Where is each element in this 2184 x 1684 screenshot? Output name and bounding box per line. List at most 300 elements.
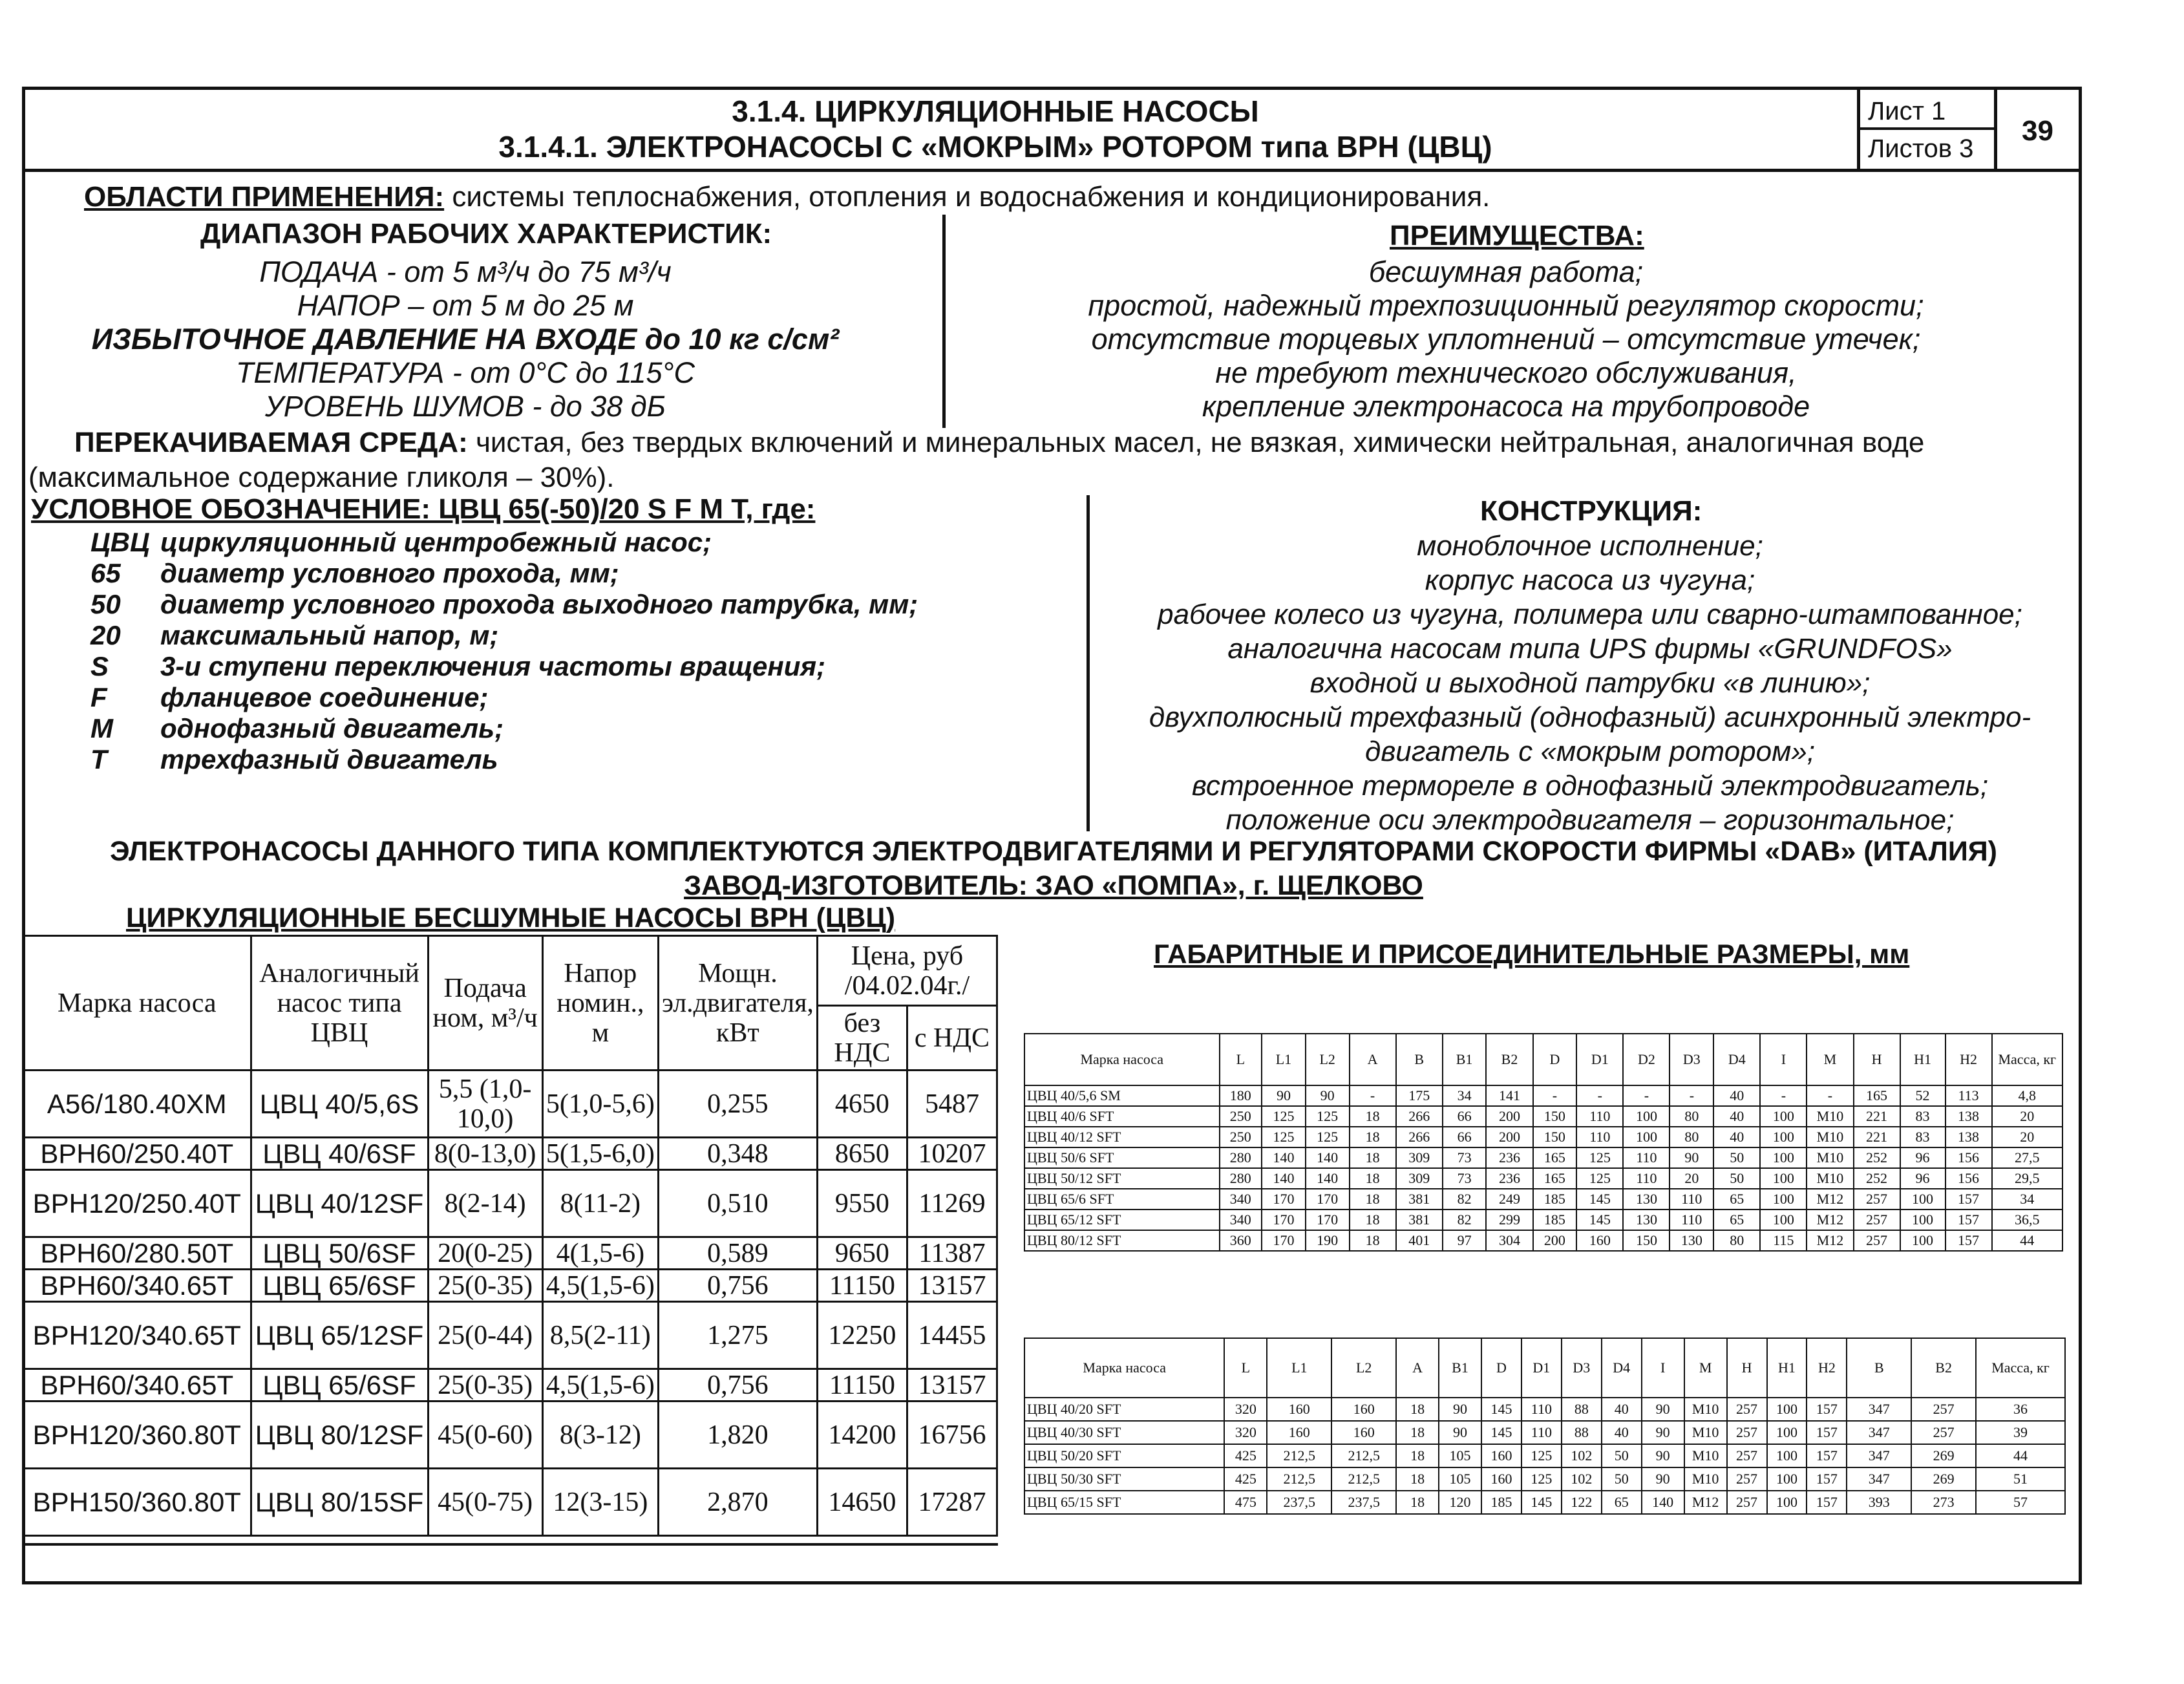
dims-value-cell: 381 (1396, 1210, 1443, 1230)
dims-value-cell: 80 (1670, 1106, 1713, 1127)
table-row (1024, 1444, 2065, 1467)
sheets-total: Листов 3 (1868, 134, 1974, 163)
application-text: системы теплоснабжения, отопления и водоснабжения и кондиционирования. (444, 181, 1490, 213)
dims-value-cell: 381 (1396, 1189, 1443, 1210)
dims-value-cell: 18 (1396, 1398, 1439, 1421)
designation-legend (90, 527, 918, 775)
dims-value-cell: 257 (1911, 1398, 1976, 1421)
dims-value-cell: 130 (1623, 1189, 1670, 1210)
dims-value-cell: 90 (1439, 1421, 1481, 1444)
dims-value-cell: 304 (1486, 1230, 1532, 1251)
sheet-box-right (1994, 87, 1997, 169)
dims-value-cell: 157 (1945, 1189, 1992, 1210)
header-power: Мощн. эл.двигателя, кВт (658, 936, 817, 1071)
table-row (1024, 1106, 2062, 1127)
dims-value-cell: 73 (1443, 1168, 1487, 1189)
dims-value-cell: 157 (1807, 1398, 1847, 1421)
dims-value-cell: 280 (1220, 1168, 1262, 1189)
dims-value-cell: 165 (1533, 1168, 1577, 1189)
dims-value-cell: 252 (1854, 1147, 1900, 1168)
dims-value-cell: 145 (1481, 1398, 1521, 1421)
dims-value-cell: 57 (1976, 1491, 2065, 1514)
dims-value-cell: - (1760, 1085, 1807, 1106)
dims-value-cell: 273 (1911, 1491, 1976, 1514)
dims-value-cell: 236 (1486, 1147, 1532, 1168)
dims-value-cell: 80 (1713, 1230, 1760, 1251)
dims-value-cell: 157 (1945, 1210, 1992, 1230)
table-row (1024, 1147, 2062, 1168)
dims-value-cell: 44 (1992, 1230, 2062, 1251)
range-pressure: ИЗБЫТОЧНОЕ ДАВЛЕНИЕ НА ВХОДЕ до 10 кг с/см² (91, 323, 840, 356)
dims-value-cell: 18 (1350, 1230, 1396, 1251)
dims-table-2 (1024, 1338, 2066, 1515)
dims-value-cell: 125 (1576, 1147, 1623, 1168)
dims-value-cell: - (1350, 1085, 1396, 1106)
dims-value-cell: 140 (1306, 1168, 1350, 1189)
dims-value-cell: 90 (1262, 1085, 1306, 1106)
dims-value-cell: 102 (1562, 1467, 1602, 1491)
dims-value-cell: 36 (1976, 1398, 2065, 1421)
dims-value-cell: 110 (1670, 1210, 1713, 1230)
dims-value-cell: - (1576, 1085, 1623, 1106)
dims-value-cell: - (1807, 1085, 1853, 1106)
range-head: НАПОР – от 5 м до 25 м (297, 289, 634, 322)
dims-value-cell: 51 (1976, 1467, 2065, 1491)
dims-value-cell: 221 (1854, 1106, 1900, 1127)
range-temperature: ТЕМПЕРАТУРА - от 0°С до 115°С (235, 356, 695, 389)
table-row: ВРН120/340.65Т ЦВЦ 65/12SF 25(0-44) 8,5(2-11) 1,275 12250 14455 (23, 1302, 997, 1369)
dims-value-cell: 309 (1396, 1168, 1443, 1189)
dims-value-cell: 145 (1576, 1210, 1623, 1230)
dims-value-cell: 257 (1727, 1467, 1767, 1491)
dims-value-cell: 393 (1847, 1491, 1911, 1514)
dims-value-cell: 257 (1854, 1230, 1900, 1251)
advantage-item: отсутствие торцевых уплотнений – отсутствие утечек; (1091, 323, 1921, 356)
dims-value-cell: 185 (1533, 1210, 1577, 1230)
dims-value-cell: 105 (1439, 1467, 1481, 1491)
dims-value-cell: 160 (1481, 1467, 1521, 1491)
construction-item: рабочее колесо из чугуна, полимера или сварно-штампованное; (1158, 599, 2022, 630)
dims-value-cell: 90 (1642, 1421, 1684, 1444)
dims-value-cell: 65 (1713, 1210, 1760, 1230)
dims-value-cell: 347 (1847, 1467, 1911, 1491)
dims-value-cell: 145 (1576, 1189, 1623, 1210)
dims-value-cell: 236 (1486, 1168, 1532, 1189)
dims-value-cell: 65 (1713, 1189, 1760, 1210)
dims-value-cell: 102 (1562, 1444, 1602, 1467)
dims-value-cell: 40 (1602, 1421, 1642, 1444)
dims-value-cell: 250 (1220, 1127, 1262, 1147)
dims-value-cell: 18 (1350, 1189, 1396, 1210)
construction-item: аналогична насосам типа UPS фирмы «GRUNDFOS» (1227, 633, 1953, 665)
section-title: 3.1.4. ЦИРКУЛЯЦИОННЫЕ НАСОСЫ (732, 94, 1259, 128)
dims-value-cell: 140 (1262, 1147, 1306, 1168)
dims-value-cell: 160 (1267, 1398, 1331, 1421)
dims-value-cell: 309 (1396, 1147, 1443, 1168)
dims-value-cell: M10 (1807, 1127, 1853, 1147)
dims-value-cell: 40 (1713, 1085, 1760, 1106)
construction-item: положение оси электродвигателя – горизонтальное; (1225, 804, 1955, 836)
dims-value-cell: 170 (1306, 1189, 1350, 1210)
legend-row: 65 диаметр условного прохода, мм; (90, 558, 619, 588)
header-analog: Аналогичный насос типа ЦВЦ (251, 936, 428, 1071)
dims-value-cell: 66 (1443, 1127, 1487, 1147)
dims-header-row: Марка насоса L L1 L2 A B1 D D1 D3 D4 I M H H1 H2 B B2 Масса, кг (1024, 1338, 2065, 1398)
dims-value-cell: 160 (1331, 1421, 1396, 1444)
dims-value-cell: 100 (1760, 1106, 1807, 1127)
dims-value-cell: 110 (1623, 1168, 1670, 1189)
designation-heading: УСЛОВНОЕ ОБОЗНАЧЕНИЕ: ЦВЦ 65(-50)/20 S F M T, где: (31, 493, 816, 525)
construction-item: встроенное термореле в однофазный электродвигатель; (1191, 770, 1989, 802)
dims-value-cell: 212,5 (1331, 1467, 1396, 1491)
dims-value-cell: 140 (1262, 1168, 1306, 1189)
header-price: Цена, руб /04.02.04г./ (817, 936, 997, 1006)
dims-value-cell: 425 (1224, 1467, 1267, 1491)
dims-value-cell: 140 (1642, 1491, 1684, 1514)
dims-value-cell: 280 (1220, 1147, 1262, 1168)
dims-value-cell: 156 (1945, 1147, 1992, 1168)
dims-value-cell: M10 (1684, 1467, 1727, 1491)
dims-model-cell: ЦВЦ 40/6 SFT (1024, 1106, 1220, 1127)
construction-item: двухполюсный трехфазный (однофазный) асинхронный электро- (1149, 701, 2031, 733)
dims-value-cell: 40 (1713, 1106, 1760, 1127)
dims-value-cell: 165 (1533, 1147, 1577, 1168)
dims-model-cell: ЦВЦ 40/20 SFT (1024, 1398, 1224, 1421)
dims-value-cell: 360 (1220, 1230, 1262, 1251)
dims-value-cell: - (1533, 1085, 1577, 1106)
dims-value-cell: 266 (1396, 1106, 1443, 1127)
dims-value-cell: 140 (1306, 1147, 1350, 1168)
table-row (1024, 1210, 2062, 1230)
dims-value-cell: M10 (1684, 1398, 1727, 1421)
dims-value-cell: 82 (1443, 1189, 1487, 1210)
dims-model-cell: ЦВЦ 50/12 SFT (1024, 1168, 1220, 1189)
dims-value-cell: 18 (1350, 1106, 1396, 1127)
dims-value-cell: 4,8 (1992, 1085, 2062, 1106)
table-row (1024, 1398, 2065, 1421)
dims-title: ГАБАРИТНЫЕ И ПРИСОЕДИНИТЕЛЬНЫЕ РАЗМЕРЫ, мм (1154, 939, 1910, 969)
table-row (1024, 1230, 2062, 1251)
dims-value-cell: 145 (1481, 1421, 1521, 1444)
dims-value-cell: 125 (1521, 1467, 1562, 1491)
table-row: А56/180.40ХМ ЦВЦ 40/5,6S 5,5 (1,0-10,0) 5(1,0-5,6) 0,255 4650 5487 (23, 1071, 997, 1138)
legend-row: M однофазный двигатель; (90, 713, 504, 743)
dims-value-cell: 18 (1350, 1147, 1396, 1168)
dims-value-cell: 157 (1807, 1491, 1847, 1514)
dims-value-cell: 50 (1602, 1444, 1642, 1467)
dims-value-cell: 18 (1350, 1168, 1396, 1189)
dims-value-cell: 18 (1396, 1491, 1439, 1514)
construction-item: корпус насоса из чугуна; (1425, 564, 1755, 596)
dims-value-cell: M12 (1684, 1491, 1727, 1514)
construction-list (1099, 529, 2081, 837)
dims-value-cell: 250 (1220, 1106, 1262, 1127)
dims-value-cell: 120 (1439, 1491, 1481, 1514)
sheet-number: Лист 1 (1868, 97, 1946, 125)
dims-value-cell: 105 (1439, 1444, 1481, 1467)
dims-value-cell: 66 (1443, 1106, 1487, 1127)
header-head: Напор номин., м (542, 936, 658, 1071)
dims-value-cell: 90 (1642, 1444, 1684, 1467)
dims-value-cell: 100 (1760, 1127, 1807, 1147)
dims-value-cell: 160 (1481, 1444, 1521, 1467)
dims-value-cell: 20 (1992, 1106, 2062, 1127)
dims-value-cell: 96 (1900, 1168, 1945, 1189)
table-row: ВРН60/340.65Т ЦВЦ 65/6SF 25(0-35) 4,5(1,5-6) 0,756 11150 13157 (23, 1369, 997, 1402)
dims-model-cell: ЦВЦ 40/12 SFT (1024, 1127, 1220, 1147)
dims-value-cell: 90 (1642, 1467, 1684, 1491)
advantages-heading: ПРЕИМУЩЕСТВА: (1390, 220, 1644, 251)
dims-value-cell: 130 (1623, 1210, 1670, 1230)
dims-value-cell: 122 (1562, 1491, 1602, 1514)
dims-value-cell: M10 (1807, 1147, 1853, 1168)
dims-value-cell: M10 (1684, 1421, 1727, 1444)
dims-value-cell: 212,5 (1331, 1444, 1396, 1467)
dims-value-cell: 299 (1486, 1210, 1532, 1230)
dims-value-cell: M12 (1807, 1189, 1853, 1210)
dims-value-cell: 110 (1623, 1147, 1670, 1168)
dims-value-cell: 401 (1396, 1230, 1443, 1251)
dims-value-cell: 138 (1945, 1106, 1992, 1127)
dims-value-cell: 115 (1760, 1230, 1807, 1251)
dims-value-cell: 52 (1900, 1085, 1945, 1106)
dims-value-cell: 50 (1713, 1147, 1760, 1168)
dims-value-cell: 212,5 (1267, 1444, 1331, 1467)
dims-value-cell: 200 (1486, 1127, 1532, 1147)
table-row (1024, 1085, 2062, 1106)
dims-value-cell: M10 (1807, 1106, 1853, 1127)
dims-value-cell: 34 (1443, 1085, 1487, 1106)
dims-table-1 (1024, 1033, 2063, 1252)
dims-value-cell: 180 (1220, 1085, 1262, 1106)
sheet-box-mid (1857, 127, 1994, 130)
dims-value-cell: 165 (1854, 1085, 1900, 1106)
dims-value-cell: 157 (1807, 1467, 1847, 1491)
dims-value-cell: 347 (1847, 1421, 1911, 1444)
table-row: ВРН60/250.40Т ЦВЦ 40/6SF 8(0-13,0) 5(1,5-6,0) 0,348 8650 10207 (23, 1138, 997, 1170)
designation-divider (1087, 495, 1090, 831)
advantage-item: крепление электронасоса на трубопроводе (1202, 390, 1810, 423)
dims-value-cell: 125 (1262, 1106, 1306, 1127)
legend-row: 50 диаметр условного прохода выходного патрубка, мм; (90, 589, 918, 619)
dims-value-cell: 150 (1623, 1230, 1670, 1251)
dims-value-cell: - (1670, 1085, 1713, 1106)
legend-row: S 3-и ступени переключения частоты вращения; (90, 651, 826, 681)
dims-value-cell: 100 (1767, 1444, 1807, 1467)
dims-value-cell: 29,5 (1992, 1168, 2062, 1189)
dims-value-cell: 110 (1670, 1189, 1713, 1210)
dims-value-cell: 100 (1623, 1127, 1670, 1147)
dims-value-cell: 44 (1976, 1444, 2065, 1467)
dims-value-cell: 252 (1854, 1168, 1900, 1189)
advantages-list (976, 255, 2036, 423)
dims-value-cell: 125 (1306, 1106, 1350, 1127)
dims-value-cell: 18 (1350, 1210, 1396, 1230)
dims-value-cell: M10 (1684, 1444, 1727, 1467)
construction-heading: КОНСТРУКЦИЯ: (1480, 495, 1702, 527)
medium-note: (максимальное содержание гликоля – 30%). (28, 462, 615, 493)
dims-model-cell: ЦВЦ 65/12 SFT (1024, 1210, 1220, 1230)
dims-value-cell: 100 (1900, 1210, 1945, 1230)
construction-item: моноблочное исполнение; (1417, 530, 1763, 562)
dims-value-cell: M12 (1807, 1230, 1853, 1251)
dims-value-cell: 83 (1900, 1127, 1945, 1147)
legend-row: 20 максимальный напор, м; (90, 620, 499, 650)
dims-value-cell: 110 (1521, 1421, 1562, 1444)
table-row (1024, 1421, 2065, 1444)
dims-value-cell: 257 (1727, 1421, 1767, 1444)
dims-value-cell: 100 (1767, 1491, 1807, 1514)
dims-model-cell: ЦВЦ 65/6 SFT (1024, 1189, 1220, 1210)
header-rule (22, 169, 2082, 172)
dims-value-cell: 50 (1713, 1168, 1760, 1189)
pump-table (22, 935, 998, 1537)
dims-value-cell: 80 (1670, 1127, 1713, 1147)
dims-value-cell: 90 (1439, 1398, 1481, 1421)
construction-item: входной и выходной патрубки «в линию»; (1309, 667, 1871, 699)
table-row: ВРН150/360.80Т ЦВЦ 80/15SF 45(0-75) 12(3-15) 2,870 14650 17287 (23, 1469, 997, 1536)
dims-value-cell: 20 (1992, 1127, 2062, 1147)
dims-value-cell: 237,5 (1267, 1491, 1331, 1514)
dims-value-cell: 34 (1992, 1189, 2062, 1210)
dims-value-cell: 83 (1900, 1106, 1945, 1127)
dims-value-cell: 36,5 (1992, 1210, 2062, 1230)
dims-value-cell: 200 (1486, 1106, 1532, 1127)
pump-table-title: ЦИРКУЛЯЦИОННЫЕ БЕСШУМНЫЕ НАСОСЫ ВРН (ЦВЦ) (126, 902, 896, 933)
dims-value-cell: 257 (1854, 1189, 1900, 1210)
dims-value-cell: M10 (1807, 1168, 1853, 1189)
dims-value-cell: 157 (1945, 1230, 1992, 1251)
dims-value-cell: 249 (1486, 1189, 1532, 1210)
dims-value-cell: 170 (1262, 1189, 1306, 1210)
dims-value-cell: 100 (1767, 1421, 1807, 1444)
dims-value-cell: 170 (1262, 1230, 1306, 1251)
dims-value-cell: 160 (1576, 1230, 1623, 1251)
table-row (1024, 1168, 2062, 1189)
dims-value-cell: 157 (1807, 1421, 1847, 1444)
dims-value-cell: 110 (1576, 1106, 1623, 1127)
dab-notice: ЭЛЕКТРОНАСОСЫ ДАННОГО ТИПА КОМПЛЕКТУЮТСЯ ЭЛЕКТРОДВИГАТЕЛЯМИ И РЕГУЛЯТОРАМИ СКОРОСТИ ФИРМЫ «DAB» (ИТАЛИЯ) (110, 836, 1997, 867)
header-vat: с НДС (907, 1006, 997, 1071)
dims-value-cell: 269 (1911, 1444, 1976, 1467)
dims-value-cell: 18 (1396, 1421, 1439, 1444)
dims-value-cell: 82 (1443, 1210, 1487, 1230)
dims-value-cell: 65 (1602, 1491, 1642, 1514)
dims-value-cell: 96 (1900, 1147, 1945, 1168)
dims-value-cell: M12 (1807, 1210, 1853, 1230)
table-row: ВРН60/280.50Т ЦВЦ 50/6SF 20(0-25) 4(1,5-6) 0,589 9650 11387 (23, 1237, 997, 1270)
dims-model-cell: ЦВЦ 40/5,6 SM (1024, 1085, 1220, 1106)
table-row: ВРН120/250.40Т ЦВЦ 40/12SF 8(2-14) 8(11-2) 0,510 9550 11269 (23, 1170, 997, 1237)
dims-value-cell: 257 (1911, 1421, 1976, 1444)
dims-value-cell: 257 (1727, 1491, 1767, 1514)
dims-model-cell: ЦВЦ 50/20 SFT (1024, 1444, 1224, 1467)
dims-value-cell: 160 (1331, 1398, 1396, 1421)
dims-value-cell: 185 (1481, 1491, 1521, 1514)
table-row (1024, 1491, 2065, 1514)
dims-value-cell: 130 (1670, 1230, 1713, 1251)
dims-model-cell: ЦВЦ 40/30 SFT (1024, 1421, 1224, 1444)
dims-model-cell: ЦВЦ 80/12 SFT (1024, 1230, 1220, 1251)
dims-value-cell: 90 (1642, 1398, 1684, 1421)
dims-value-cell: 18 (1350, 1127, 1396, 1147)
dims-value-cell: 97 (1443, 1230, 1487, 1251)
dims-value-cell: 266 (1396, 1127, 1443, 1147)
dims-value-cell: 39 (1976, 1421, 2065, 1444)
dims-value-cell: 73 (1443, 1147, 1487, 1168)
dims-value-cell: 475 (1224, 1491, 1267, 1514)
advantage-item: простой, надежный трехпозиционный регулятор скорости; (1088, 289, 1924, 322)
dims-value-cell: 100 (1623, 1106, 1670, 1127)
dims-value-cell: 18 (1396, 1467, 1439, 1491)
advantage-item: бесшумная работа; (1368, 255, 1644, 288)
dims-value-cell: 150 (1533, 1106, 1577, 1127)
dims-value-cell: 100 (1760, 1168, 1807, 1189)
dims-value-cell: 20 (1670, 1168, 1713, 1189)
table-row: ВРН120/360.80Т ЦВЦ 80/12SF 45(0-60) 8(3-12) 1,820 14200 16756 (23, 1402, 997, 1469)
table-row (1024, 1467, 2065, 1491)
dims-value-cell: 40 (1602, 1398, 1642, 1421)
application-label: ОБЛАСТИ ПРИМЕНЕНИЯ: (84, 181, 445, 213)
dims-value-cell: 221 (1854, 1127, 1900, 1147)
header-flow: Подача ном, м³/ч (428, 936, 542, 1071)
legend-row: F фланцевое соединение; (90, 682, 489, 712)
dims-value-cell: - (1623, 1085, 1670, 1106)
dims-value-cell: 156 (1945, 1168, 1992, 1189)
medium-line (74, 427, 1924, 459)
dims-model-cell: ЦВЦ 65/15 SFT (1024, 1491, 1224, 1514)
legend-row: T трехфазный двигатель (90, 744, 498, 774)
dims-value-cell: 257 (1727, 1398, 1767, 1421)
construction-item: двигатель с «мокрым ротором»; (1365, 736, 1815, 767)
header-no-vat: без НДС (817, 1006, 907, 1071)
dims-value-cell: 340 (1220, 1210, 1262, 1230)
ranges-heading: ДИАПАЗОН РАБОЧИХ ХАРАКТЕРИСТИК: (200, 218, 772, 250)
range-flow: ПОДАЧА - от 5 м³/ч до 75 м³/ч (259, 255, 672, 288)
dims-value-cell: 170 (1262, 1210, 1306, 1230)
dims-value-cell: 160 (1267, 1421, 1331, 1444)
dims-value-cell: 100 (1767, 1467, 1807, 1491)
dims-value-cell: 27,5 (1992, 1147, 2062, 1168)
dims-value-cell: 145 (1521, 1491, 1562, 1514)
dims-value-cell: 150 (1533, 1127, 1577, 1147)
dims-value-cell: 347 (1847, 1444, 1911, 1467)
dims-value-cell: 185 (1533, 1189, 1577, 1210)
dims-value-cell: 257 (1727, 1444, 1767, 1467)
dims-value-cell: 88 (1562, 1421, 1602, 1444)
dims-value-cell: 257 (1854, 1210, 1900, 1230)
dims-header-row: Марка насоса L L1 L2 A B B1 B2 D D1 D2 D3 D4 I M H H1 H2 Масса, кг (1024, 1034, 2062, 1085)
manufacturer: ЗАВОД-ИЗГОТОВИТЕЛЬ: ЗАО «ПОМПА», г. ЩЕЛКОВО (684, 870, 1423, 901)
bottom-rule (22, 1543, 998, 1546)
dims-value-cell: 269 (1911, 1467, 1976, 1491)
table-row (1024, 1127, 2062, 1147)
dims-value-cell: 100 (1760, 1210, 1807, 1230)
dims-model-cell: ЦВЦ 50/30 SFT (1024, 1467, 1224, 1491)
dims-value-cell: 50 (1602, 1467, 1642, 1491)
dims-value-cell: 113 (1945, 1085, 1992, 1106)
dims-value-cell: 90 (1306, 1085, 1350, 1106)
table-row (1024, 1189, 2062, 1210)
dims-value-cell: 347 (1847, 1398, 1911, 1421)
dims-value-cell: 125 (1262, 1127, 1306, 1147)
dims-value-cell: 100 (1900, 1230, 1945, 1251)
dims-value-cell: 170 (1306, 1210, 1350, 1230)
dims-value-cell: 175 (1396, 1085, 1443, 1106)
table-row: ВРН60/340.65Т ЦВЦ 65/6SF 25(0-35) 4,5(1,5-6) 0,756 11150 13157 (23, 1270, 997, 1302)
advantage-item: не требуют технического обслуживания, (1215, 356, 1797, 389)
dims-value-cell: 125 (1306, 1127, 1350, 1147)
